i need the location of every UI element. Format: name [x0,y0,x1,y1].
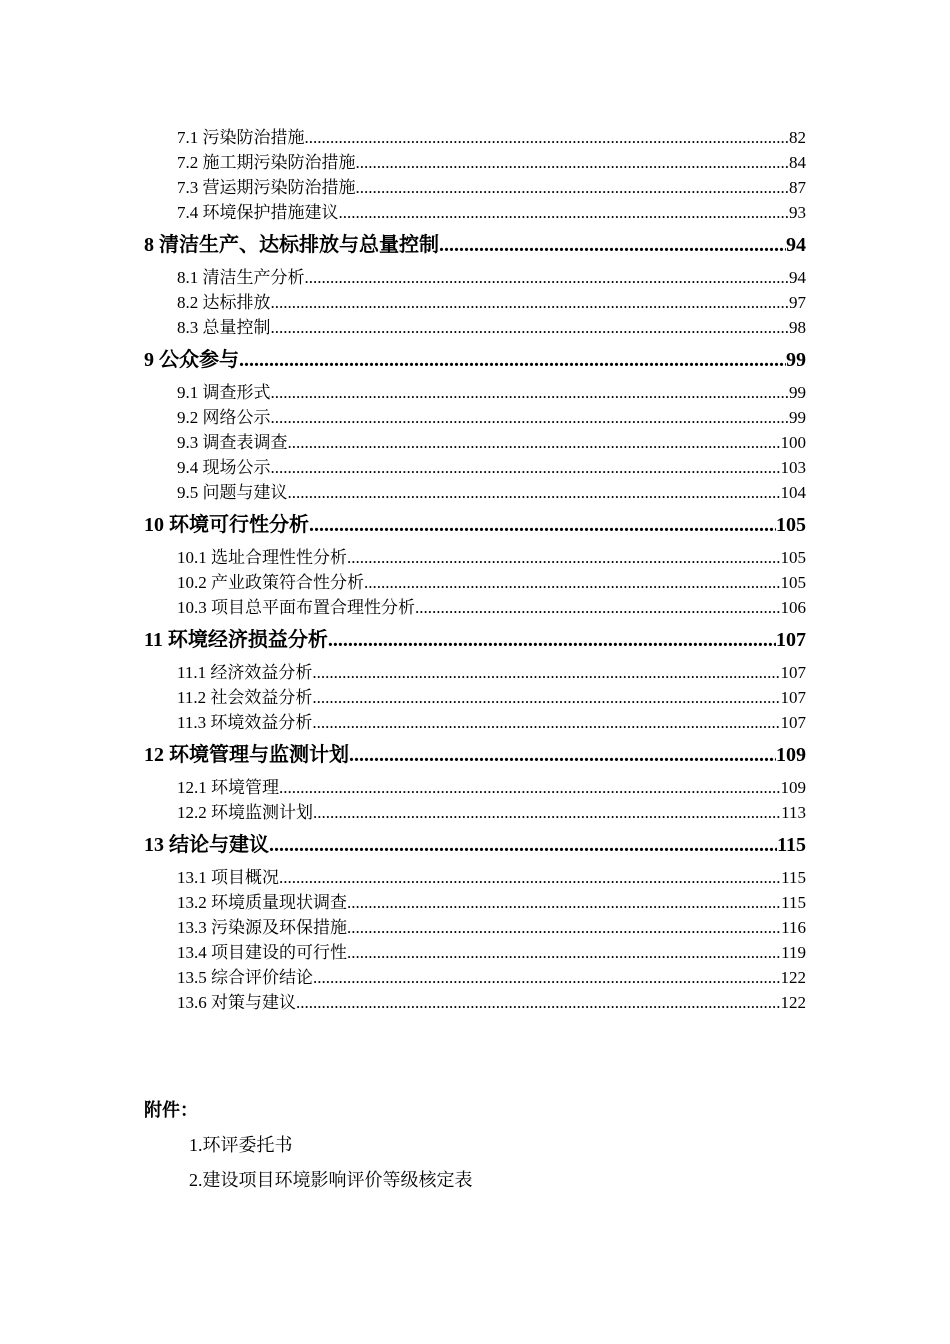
toc-page-number: 109 [780,778,806,797]
toc-dot-leader [364,570,781,595]
toc-section-entry[interactable] [144,125,806,150]
toc-section-entry[interactable] [144,660,806,685]
toc-dot-leader [439,230,786,260]
toc-entry-title: 9.2 网络公示 [177,408,271,427]
toc-page-number: 94 [786,234,806,256]
toc-page-number: 84 [789,153,806,172]
toc-section-entry[interactable] [144,380,806,405]
toc-entry-title: 12.1 环境管理 [177,778,279,797]
toc-entry-title: 11 环境经济损益分析 [144,629,328,651]
toc-section-entry[interactable] [144,775,806,800]
toc-section-entry[interactable] [144,150,806,175]
toc-entry-title: 13.5 综合评价结论 [177,968,313,987]
toc-page-number: 113 [781,803,806,822]
toc-section-entry[interactable] [144,965,806,990]
toc-page-number: 104 [780,483,806,502]
toc-dot-leader [349,740,776,770]
toc-page-number: 98 [789,318,806,337]
toc-entry-title: 9.1 调查形式 [177,383,271,402]
toc-page-number: 87 [789,178,806,197]
toc-chapter-entry[interactable] [144,345,806,375]
toc-section-entry[interactable] [144,710,806,735]
table-of-contents [144,125,806,1015]
toc-page-number: 115 [777,834,806,856]
toc-dot-leader [309,510,776,540]
annex-title: 附件： [144,1100,198,1120]
toc-section-entry[interactable] [144,290,806,315]
toc-page-number: 97 [789,293,806,312]
toc-page-number: 107 [780,688,806,707]
toc-section-entry[interactable] [144,570,806,595]
toc-entry-title: 7.1 污染防治措施 [177,128,305,147]
toc-dot-leader [269,830,777,860]
toc-page-number: 115 [781,868,806,887]
toc-dot-leader [339,200,790,225]
toc-entry-title: 8 清洁生产、达标排放与总量控制 [144,234,439,256]
toc-section-entry[interactable] [144,405,806,430]
toc-chapter-entry[interactable] [144,830,806,860]
toc-page-number: 99 [789,383,806,402]
toc-dot-leader [288,480,781,505]
toc-section-entry[interactable] [144,685,806,710]
toc-dot-leader [271,290,790,315]
toc-entry-title: 13.3 污染源及环保措施 [177,918,347,937]
toc-entry-title: 7.4 环境保护措施建议 [177,203,339,222]
toc-dot-leader [296,990,781,1015]
toc-dot-leader [328,625,776,655]
toc-dot-leader [415,595,781,620]
toc-entry-title: 13.1 项目概况 [177,868,279,887]
toc-entry-title: 10.3 项目总平面布置合理性分析 [177,598,415,617]
toc-chapter-entry[interactable] [144,625,806,655]
toc-dot-leader [279,775,781,800]
toc-section-entry[interactable] [144,595,806,620]
toc-chapter-entry[interactable] [144,230,806,260]
toc-dot-leader [271,405,790,430]
toc-entry-title: 9 公众参与 [144,349,239,371]
toc-dot-leader [239,345,786,375]
toc-section-entry[interactable] [144,865,806,890]
toc-page-number: 99 [786,349,806,371]
toc-dot-leader [271,380,790,405]
toc-page-number: 105 [780,573,806,592]
toc-dot-leader [288,430,781,455]
toc-entry-title: 7.3 营运期污染防治措施 [177,178,356,197]
toc-page-number: 103 [780,458,806,477]
toc-section-entry[interactable] [144,800,806,825]
toc-page-number: 105 [776,514,806,536]
toc-entry-title: 12.2 环境监测计划 [177,803,313,822]
toc-section-entry[interactable] [144,175,806,200]
toc-entry-title: 8.1 清洁生产分析 [177,268,305,287]
toc-entry-title: 13 结论与建议 [144,834,269,856]
toc-page-number: 105 [780,548,806,567]
toc-page-number: 100 [780,433,806,452]
toc-section-entry[interactable] [144,480,806,505]
toc-entry-title: 7.2 施工期污染防治措施 [177,153,356,172]
toc-page-number: 93 [789,203,806,222]
toc-dot-leader [356,150,790,175]
toc-section-entry[interactable] [144,315,806,340]
toc-dot-leader [312,685,780,710]
toc-page-number: 107 [776,629,806,651]
toc-section-entry[interactable] [144,890,806,915]
toc-chapter-entry[interactable] [144,510,806,540]
toc-section-entry[interactable] [144,915,806,940]
toc-entry-title: 9.3 调查表调查 [177,433,288,452]
toc-page-number: 116 [781,918,806,937]
toc-entry-title: 11.1 经济效益分析 [177,663,313,682]
toc-section-entry[interactable] [144,940,806,965]
toc-entry-title: 13.2 环境质量现状调查 [177,893,347,912]
toc-section-entry[interactable] [144,990,806,1015]
toc-dot-leader [312,710,780,735]
toc-dot-leader [279,865,781,890]
toc-dot-leader [313,965,781,990]
toc-section-entry[interactable] [144,455,806,480]
toc-entry-title: 9.5 问题与建议 [177,483,288,502]
toc-dot-leader [313,800,781,825]
annex-item: 1.环评委托书 [189,1135,293,1155]
toc-dot-leader [305,125,790,150]
toc-entry-title: 8.2 达标排放 [177,293,271,312]
toc-entry-title: 10.1 选址合理性性分析 [177,548,347,567]
toc-section-entry[interactable] [144,265,806,290]
toc-dot-leader [271,455,781,480]
toc-page-number: 122 [780,993,806,1012]
annex-item: 2.建设项目环境影响评价等级核定表 [189,1170,473,1190]
toc-page-number: 109 [776,744,806,766]
toc-section-entry[interactable] [144,200,806,225]
toc-page-number: 122 [780,968,806,987]
toc-entry-title: 8.3 总量控制 [177,318,271,337]
toc-page-number: 106 [780,598,806,617]
toc-entry-title: 10 环境可行性分析 [144,514,309,536]
toc-dot-leader [347,915,781,940]
toc-entry-title: 13.4 项目建设的可行性 [177,943,347,962]
toc-dot-leader [356,175,790,200]
toc-chapter-entry[interactable] [144,740,806,770]
toc-page-number: 99 [789,408,806,427]
toc-dot-leader [271,315,790,340]
toc-page-number: 82 [789,128,806,147]
toc-entry-title: 10.2 产业政策符合性分析 [177,573,364,592]
toc-page-number: 107 [780,663,806,682]
toc-dot-leader [347,545,781,570]
toc-entry-title: 9.4 现场公示 [177,458,271,477]
toc-page-number: 107 [780,713,806,732]
toc-section-entry[interactable] [144,430,806,455]
toc-page-number: 94 [789,268,806,287]
toc-entry-title: 12 环境管理与监测计划 [144,744,349,766]
toc-entry-title: 11.3 环境效益分析 [177,713,313,732]
toc-entry-title: 13.6 对策与建议 [177,993,296,1012]
toc-entry-title: 11.2 社会效益分析 [177,688,313,707]
toc-dot-leader [347,940,781,965]
toc-page-number: 115 [781,893,806,912]
toc-dot-leader [305,265,790,290]
toc-dot-leader [312,660,780,685]
toc-page-number: 119 [781,943,806,962]
toc-section-entry[interactable] [144,545,806,570]
toc-dot-leader [347,890,781,915]
